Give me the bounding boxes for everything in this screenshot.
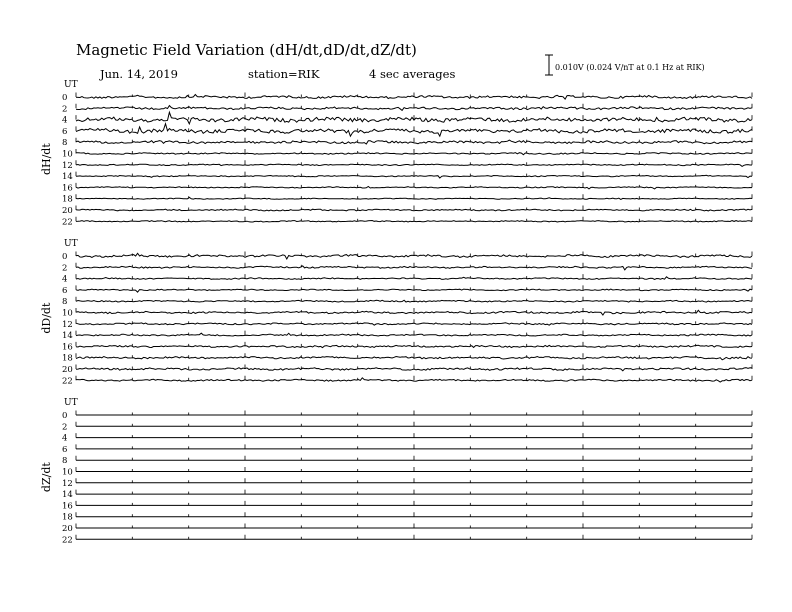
row-label: 6 bbox=[62, 285, 68, 296]
row-label: 10 bbox=[62, 467, 73, 478]
scale-bar bbox=[545, 55, 553, 75]
row-label: 6 bbox=[62, 126, 68, 137]
row-label: 12 bbox=[62, 478, 73, 489]
chart-title: Magnetic Field Variation (dH/dt,dD/dt,dZ/dt) bbox=[76, 41, 417, 59]
row-label: 4 bbox=[62, 433, 68, 444]
row-label: 12 bbox=[62, 160, 73, 171]
ut-axis-label: UT bbox=[64, 239, 78, 249]
ut-axis-label: UT bbox=[64, 80, 78, 90]
ut-axis-label: UT bbox=[64, 398, 78, 408]
averaging-label: 4 sec averages bbox=[369, 67, 456, 81]
row-label: 8 bbox=[62, 456, 68, 467]
row-label: 14 bbox=[62, 172, 73, 183]
row-label: 2 bbox=[62, 422, 68, 433]
row-label: 6 bbox=[62, 444, 68, 455]
panel-ylabel: dD/dt bbox=[40, 302, 53, 334]
row-label: 10 bbox=[62, 149, 73, 160]
row-label: 2 bbox=[62, 263, 68, 274]
row-label: 0 bbox=[62, 93, 68, 103]
panel-ylabel: dH/dt bbox=[40, 143, 53, 176]
row-label: 12 bbox=[62, 319, 73, 330]
panels-group bbox=[40, 80, 752, 545]
station-label: station=RIK bbox=[248, 67, 320, 81]
row-label: 0 bbox=[62, 252, 68, 262]
date-label: Jun. 14, 2019 bbox=[100, 67, 178, 81]
row-label: 14 bbox=[62, 490, 73, 501]
row-label: 22 bbox=[62, 535, 73, 546]
row-label: 22 bbox=[62, 217, 73, 228]
row-label: 2 bbox=[62, 104, 68, 115]
row-label: 10 bbox=[62, 308, 73, 319]
row-label: 20 bbox=[62, 524, 73, 534]
panel-ylabel: dZ/dt bbox=[40, 462, 53, 493]
row-label: 16 bbox=[62, 342, 73, 353]
row-label: 8 bbox=[62, 297, 68, 308]
row-label: 4 bbox=[62, 115, 68, 126]
row-label: 22 bbox=[62, 376, 73, 387]
row-label: 18 bbox=[62, 194, 73, 205]
row-label: 8 bbox=[62, 138, 68, 149]
scale-bar-label: 0.010V (0.024 V/nT at 0.1 Hz at RIK) bbox=[555, 63, 705, 72]
panel-dZ bbox=[40, 398, 752, 545]
row-label: 0 bbox=[62, 411, 68, 421]
panel-dH bbox=[40, 80, 752, 227]
row-label: 4 bbox=[62, 274, 68, 285]
row-label: 18 bbox=[62, 353, 73, 364]
row-label: 18 bbox=[62, 512, 73, 523]
row-label: 20 bbox=[62, 365, 73, 375]
row-label: 20 bbox=[62, 206, 73, 216]
row-label: 14 bbox=[62, 331, 73, 342]
row-label: 16 bbox=[62, 501, 73, 512]
panel-dD bbox=[40, 239, 752, 386]
row-label: 16 bbox=[62, 183, 73, 194]
